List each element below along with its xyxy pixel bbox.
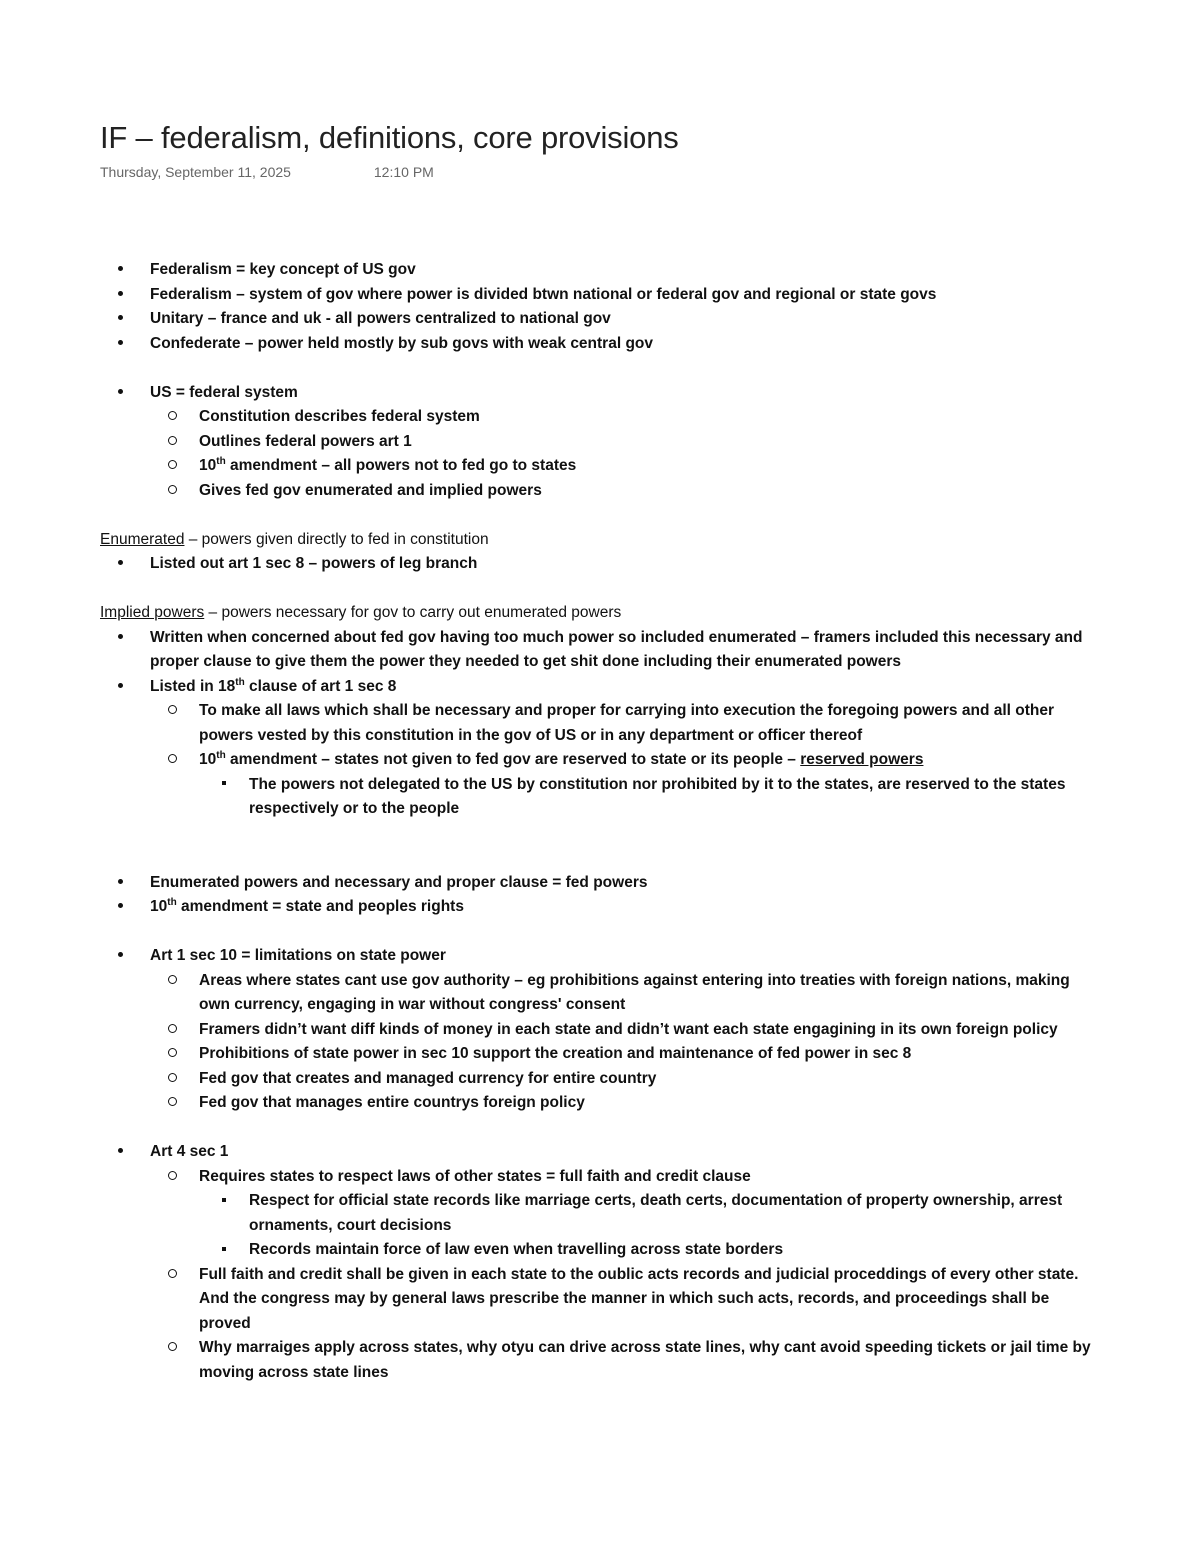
bullet-icon <box>118 675 123 700</box>
ring-bullet-icon <box>168 748 177 773</box>
bullet-icon <box>118 1140 123 1165</box>
list-item: Art 1 sec 10 = limitations on state power <box>100 944 1100 969</box>
list-item: Art 4 sec 1 <box>100 1140 1100 1165</box>
bullet-icon <box>118 258 123 283</box>
term-reserved-powers: reserved powers <box>800 751 924 768</box>
square-bullet-icon <box>222 1238 226 1263</box>
bullet-icon <box>118 895 123 920</box>
bullet-icon <box>118 283 123 308</box>
list-item: Fed gov that creates and managed currency for entire country <box>100 1067 1100 1092</box>
ring-bullet-icon <box>168 1091 177 1116</box>
list-item: Enumerated powers and necessary and proper clause = fed powers <box>100 871 1100 896</box>
list-item: Outlines federal powers art 1 <box>100 430 1100 455</box>
list-item: The powers not delegated to the US by constitution nor prohibited by it to the states, are reserved to the states respectively or to the people <box>100 773 1100 822</box>
list-item: Listed out art 1 sec 8 – powers of leg branch <box>100 552 1100 577</box>
ring-bullet-icon <box>168 1018 177 1043</box>
list-item: Fed gov that manages entire countrys foreign policy <box>100 1091 1100 1116</box>
ring-bullet-icon <box>168 405 177 430</box>
list-item: Why marraiges apply across states, why otyu can drive across state lines, why cant avoid speeding tickets or jail time by moving across state lines <box>100 1336 1100 1385</box>
bullet-icon <box>118 332 123 357</box>
definition-implied: Implied powers – powers necessary for gov to carry out enumerated powers <box>100 604 622 621</box>
list-item: Listed in 18th clause of art 1 sec 8 <box>100 675 1100 700</box>
list-item: Gives fed gov enumerated and implied powers <box>100 479 1100 504</box>
list-item: Constitution describes federal system <box>100 405 1100 430</box>
list-item: To make all laws which shall be necessary and proper for carrying into execution the foregoing powers and all other powers vested by this constitution in the gov of US or in any department or officer thereof <box>100 699 1100 748</box>
square-bullet-icon <box>222 1189 226 1214</box>
bullet-icon <box>118 871 123 896</box>
bullet-icon <box>118 944 123 969</box>
list-item: Federalism = key concept of US gov <box>100 258 1100 283</box>
ring-bullet-icon <box>168 430 177 455</box>
ring-bullet-icon <box>168 479 177 504</box>
ring-bullet-icon <box>168 1165 177 1190</box>
list-item: 10th amendment – states not given to fed gov are reserved to state or its people – reserved powers <box>100 748 1100 773</box>
note-date: Thursday, September 11, 2025 <box>100 164 291 180</box>
ring-bullet-icon <box>168 1067 177 1092</box>
list-item: Areas where states cant use gov authority – eg prohibitions against entering into treaties with foreign nations, making own currency, engaging in war without congress' consent <box>100 969 1100 1018</box>
list-item: US = federal system <box>100 381 1100 406</box>
note-metadata <box>100 164 1100 184</box>
note-body <box>100 258 1100 1385</box>
list-item: Full faith and credit shall be given in each state to the oublic acts records and judicial proceddings of every other state. And the congress may by general laws prescribe the manner in which such acts, records, and proceedings shall be proved <box>100 1263 1100 1337</box>
ring-bullet-icon <box>168 969 177 994</box>
page-title: IF – federalism, definitions, core provisions <box>100 120 679 155</box>
note-time: 12:10 PM <box>373 164 434 180</box>
list-item: 10th amendment – all powers not to fed go to states <box>100 454 1100 479</box>
list-item: Confederate – power held mostly by sub govs with weak central gov <box>100 332 1100 357</box>
term-implied-powers: Implied powers <box>100 604 205 621</box>
list-item: Records maintain force of law even when travelling across state borders <box>100 1238 1100 1263</box>
note-page <box>100 118 1100 1385</box>
ring-bullet-icon <box>168 699 177 724</box>
list-item: Respect for official state records like marriage certs, death certs, documentation of property ownership, arrest ornaments, court decisions <box>100 1189 1100 1238</box>
definition-enumerated: Enumerated – powers given directly to fed in constitution <box>100 530 489 548</box>
bullet-icon <box>118 626 123 651</box>
bullet-icon <box>118 552 123 577</box>
ring-bullet-icon <box>168 454 177 479</box>
bullet-icon <box>118 381 123 406</box>
term-enumerated: Enumerated <box>100 530 185 548</box>
ring-bullet-icon <box>168 1336 177 1361</box>
list-item: Requires states to respect laws of other states = full faith and credit clause <box>100 1165 1100 1190</box>
square-bullet-icon <box>222 773 226 798</box>
list-item: Federalism – system of gov where power is divided btwn national or federal gov and regional or state govs <box>100 283 1100 308</box>
ring-bullet-icon <box>168 1263 177 1288</box>
list-item: Written when concerned about fed gov having too much power so included enumerated – framers included this necessary and proper clause to give them the power they needed to get shit done including their enumerated powers <box>100 626 1100 675</box>
bullet-icon <box>118 307 123 332</box>
list-item: Unitary – france and uk - all powers centralized to national gov <box>100 307 1100 332</box>
list-item: Prohibitions of state power in sec 10 support the creation and maintenance of fed power in sec 8 <box>100 1042 1100 1067</box>
list-item: 10th amendment = state and peoples rights <box>100 895 1100 920</box>
ring-bullet-icon <box>168 1042 177 1067</box>
list-item: Framers didn’t want diff kinds of money in each state and didn’t want each state engagining in its own foreign policy <box>100 1018 1100 1043</box>
